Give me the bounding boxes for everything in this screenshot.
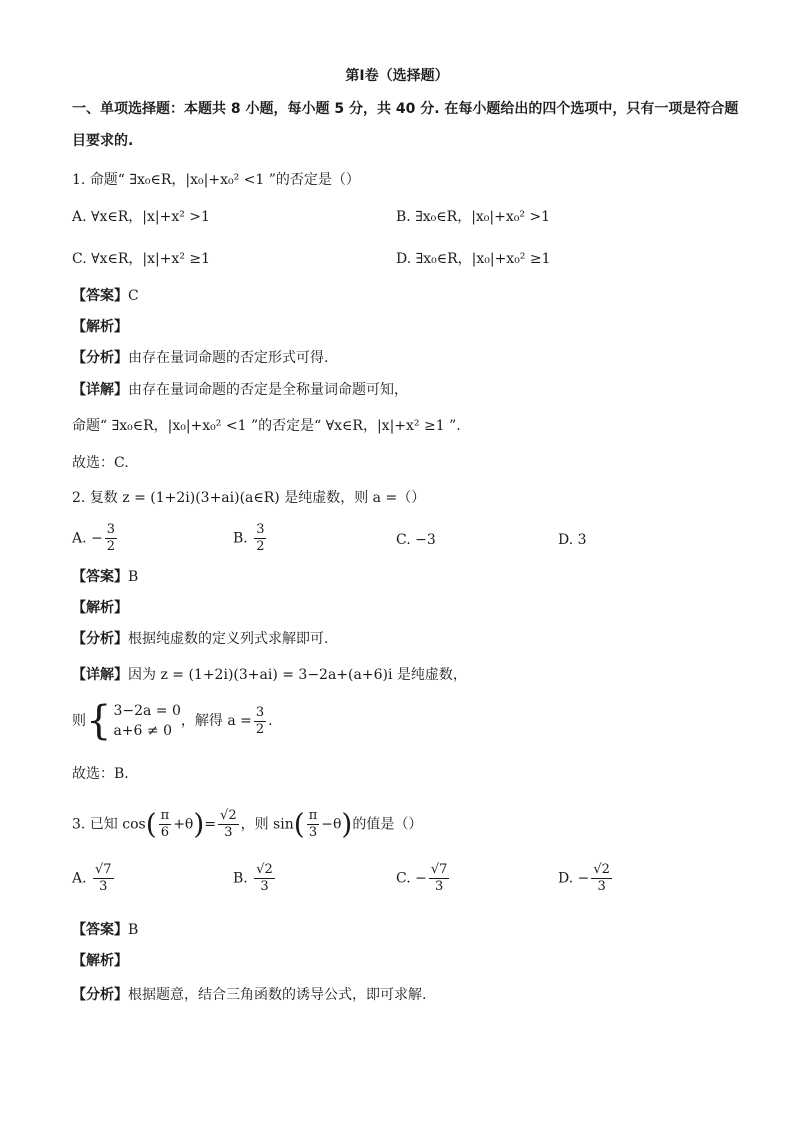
answer-label: 【答案】 — [72, 288, 128, 304]
q1-option-a: A. ∀x∈R，|x|+x² >1 — [72, 209, 210, 225]
fraction-numerator: π — [308, 808, 318, 823]
answer-label: 【答案】 — [72, 569, 128, 585]
left-paren: ( — [145, 807, 157, 841]
fraction-numerator: √2 — [256, 862, 273, 877]
pi-over-3-fraction — [307, 808, 320, 841]
part1-heading-line1: 一、单项选择题：本题共 8 小题，每小题 5 分，共 40 分. 在每小题给出的四个选项中，只有一项是符合题 — [72, 101, 739, 117]
option-prefix: C. − — [396, 870, 427, 887]
option-prefix: A. — [72, 870, 87, 887]
fraction-denominator: 3 — [260, 879, 269, 894]
left-brace: { — [86, 698, 112, 744]
equation-system — [113, 701, 180, 741]
option-sign: − — [91, 530, 103, 547]
option-fraction — [254, 522, 266, 555]
option-fraction — [591, 862, 612, 895]
fraction-numerator: √2 — [593, 862, 610, 877]
q1-fenxi — [72, 348, 328, 368]
stem-mid: ，则 sin — [240, 816, 294, 833]
q2-choose: 故选：B. — [72, 766, 129, 782]
pi-over-6-fraction — [159, 808, 172, 841]
q1-stem: 1. 命题“ ∃x₀∈R，|x₀|+x₀² <1 ”的否定是（） — [72, 172, 360, 188]
section-title: 第Ⅰ卷（选择题） — [345, 68, 449, 84]
right-paren: ) — [341, 807, 353, 841]
option-fraction — [105, 522, 117, 555]
q2-answer — [72, 567, 138, 587]
part1-heading-line2: 目要求的. — [72, 133, 134, 149]
fraction-denominator: 2 — [256, 539, 265, 554]
left-paren: ( — [293, 807, 305, 841]
fenxi-label: 【分析】 — [72, 987, 128, 1003]
fraction-numerator: √7 — [95, 862, 112, 877]
q3-answer — [72, 920, 138, 940]
fraction-numerator: 3 — [255, 704, 265, 720]
q1-option-c: C. ∀x∈R，|x|+x² ≥1 — [72, 251, 211, 267]
answer-value: B — [128, 569, 139, 585]
solve-text: ，解得 a = — [180, 713, 252, 729]
then-text: 则 — [72, 713, 86, 729]
q3-option-d — [558, 862, 614, 895]
option-fraction — [93, 862, 114, 895]
equals-sign: = — [204, 816, 217, 833]
q1-option-d: D. ∃x₀∈R，|x₀|+x₀² ≥1 — [396, 251, 551, 267]
q2-stem: 2. 复数 z = (1+2i)(3+ai)(a∈R) 是纯虚数，则 a =（） — [72, 490, 426, 506]
fraction-numerator: √7 — [430, 862, 448, 877]
rhs-fraction — [218, 808, 239, 841]
system-line-1: 3−2a = 0 — [113, 703, 181, 719]
fenxi-text: 根据纯虚数的定义列式求解即可. — [128, 631, 329, 647]
fraction-denominator: 3 — [597, 879, 606, 894]
fraction-denominator: 3 — [434, 879, 444, 894]
q1-analysis-label: 【解析】 — [72, 319, 128, 335]
fraction-numerator: 3 — [256, 522, 265, 537]
fenxi-text: 根据题意，结合三角函数的诱导公式，即可求解. — [128, 987, 427, 1003]
xiangjie-text: 由存在量词命题的否定是全称量词命题可知， — [128, 382, 408, 398]
right-paren: ) — [193, 807, 205, 841]
xiangjie-label: 【详解】 — [72, 382, 128, 398]
stem-suffix: 的值是（） — [352, 816, 423, 833]
option-prefix: B. — [233, 870, 248, 887]
answer-value: B — [128, 922, 139, 938]
fraction-numerator: 3 — [106, 522, 116, 537]
fraction-numerator: √2 — [220, 808, 237, 823]
option-prefix: D. − — [558, 870, 590, 887]
q3-option-c — [396, 862, 451, 895]
q1-choose: 故选：C. — [72, 455, 129, 471]
fraction-numerator: π — [160, 808, 170, 823]
system-line-2: a+6 ≠ 0 — [113, 723, 172, 739]
q3-analysis-label: 【解析】 — [72, 953, 128, 969]
paren1-tail: +θ — [173, 816, 194, 833]
answer-label: 【答案】 — [72, 922, 128, 938]
answer-value: C — [128, 288, 139, 304]
q3-option-b — [233, 862, 277, 895]
option-prefix: B. — [233, 530, 248, 547]
q3-option-a — [72, 862, 116, 895]
fraction-denominator: 3 — [308, 825, 318, 840]
q2-option-d: D. 3 — [558, 532, 587, 548]
stem-prefix: 3. 已知 cos — [72, 816, 146, 833]
fenxi-label: 【分析】 — [72, 631, 128, 647]
xiangjie-label: 【详解】 — [72, 667, 128, 683]
solution-fraction — [254, 705, 266, 738]
q1-xiangjie — [72, 380, 408, 400]
q1-detail-line: 命题“ ∃x₀∈R，|x₀|+x₀² <1 ”的否定是“ ∀x∈R，|x|+x² ≥1 ”. — [72, 418, 461, 434]
q2-solution-line — [72, 698, 273, 744]
q2-option-b — [233, 522, 268, 555]
fraction-denominator: 3 — [224, 825, 233, 840]
fraction-denominator: 6 — [160, 825, 170, 840]
option-fraction — [254, 862, 275, 895]
option-fraction — [429, 862, 450, 895]
q1-option-b: B. ∃x₀∈R，|x₀|+x₀² >1 — [396, 209, 551, 225]
option-prefix: A. — [72, 530, 87, 547]
q3-fenxi — [72, 985, 426, 1005]
q2-analysis-label: 【解析】 — [72, 600, 128, 616]
q2-option-c: C. −3 — [396, 532, 436, 548]
fenxi-text: 由存在量词命题的否定形式可得. — [128, 350, 329, 366]
fraction-denominator: 2 — [255, 721, 265, 737]
paren2-tail: −θ — [321, 816, 342, 833]
fenxi-label: 【分析】 — [72, 350, 128, 366]
q2-option-a — [72, 522, 119, 555]
q1-answer — [72, 286, 139, 306]
q3-stem — [72, 808, 422, 841]
period: . — [268, 713, 273, 729]
xiangjie-text: 因为 z = (1+2i)(3+ai) = 3−2a+(a+6)i 是纯虚数， — [128, 667, 467, 683]
q2-fenxi — [72, 629, 328, 649]
fraction-denominator: 2 — [106, 539, 116, 554]
fraction-denominator: 3 — [99, 879, 108, 894]
q2-xiangjie — [72, 665, 467, 685]
